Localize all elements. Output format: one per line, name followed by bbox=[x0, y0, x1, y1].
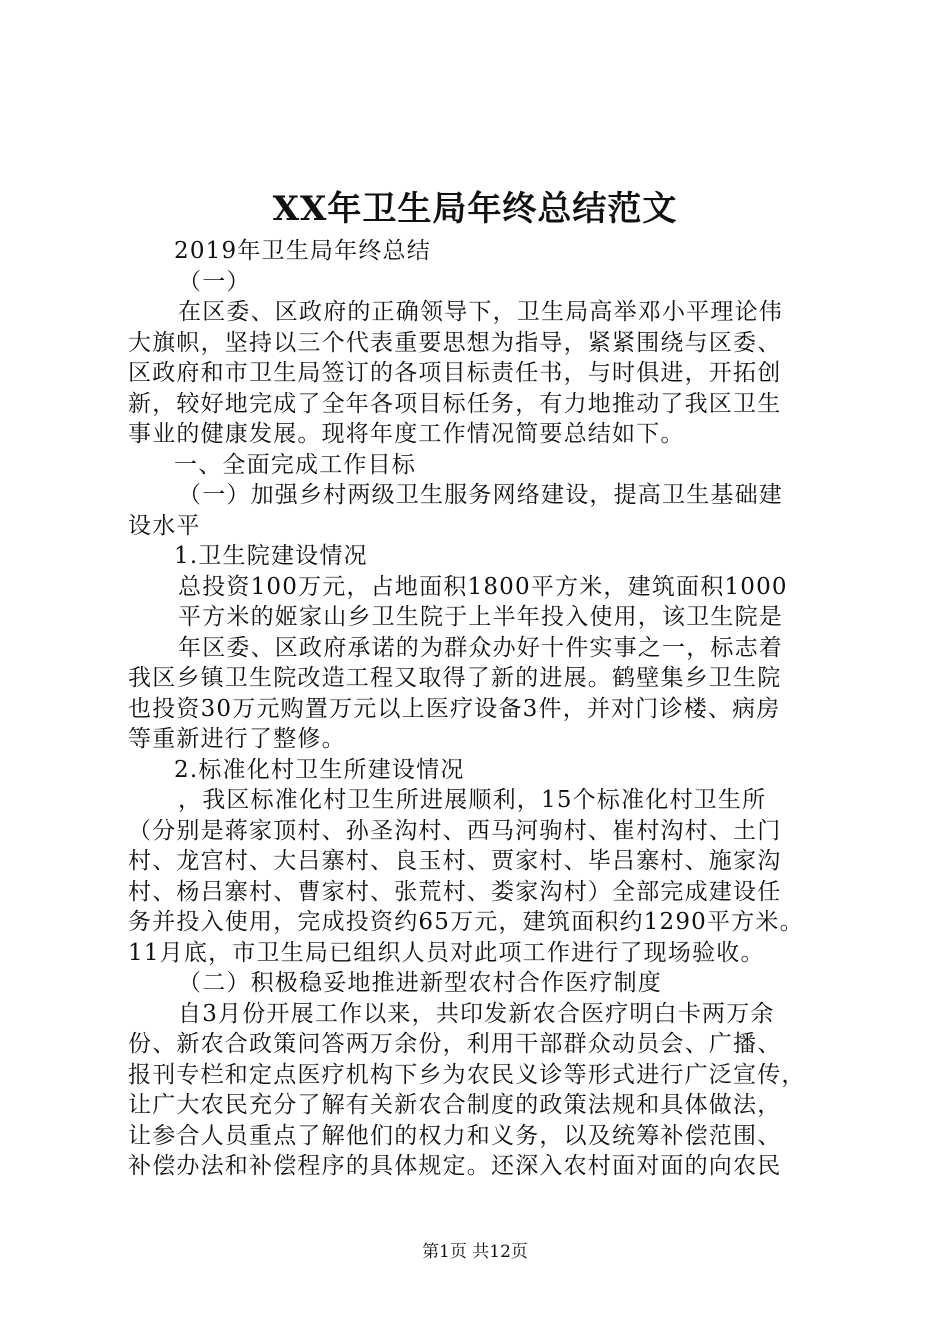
body-line: 总投资100万元，占地面积1800平方米，建筑面积1000 bbox=[178, 573, 788, 600]
body-line: 在区委、区政府的正确领导下，卫生局高举邓小平理论伟 bbox=[178, 299, 783, 325]
document-body bbox=[128, 236, 838, 1182]
body-line: 让参合人员重点了解他们的权力和义务，以及统筹补偿范围、 bbox=[128, 1122, 782, 1149]
body-line: 一、全面完成工作目标 bbox=[174, 451, 416, 478]
body-line: 等重新进行了整修。 bbox=[128, 726, 346, 752]
body-line: 大旗帜，坚持以三个代表重要思想为指导，紧紧围绕与区委、 bbox=[128, 329, 782, 356]
body-line: 设水平 bbox=[128, 512, 201, 539]
body-line: 1.卫生院建设情况 bbox=[174, 543, 368, 569]
body-line: 补偿办法和补偿程序的具体规定。还深入农村面对面的向农民 bbox=[128, 1153, 782, 1179]
body-line: （二）积极稳妥地推进新型农村合作医疗制度 bbox=[178, 970, 662, 996]
body-line: 村、龙宫村、大吕寨村、良玉村、贾家村、毕吕寨村、施家沟 bbox=[128, 848, 782, 874]
body-line: ，我区标准化村卫生所进展顺利，15个标准化村卫生所 bbox=[178, 787, 767, 813]
page-footer: 第1页 共12页 bbox=[422, 1242, 528, 1262]
body-line: 村、杨吕寨村、曹家村、张荒村、娄家沟村）全部完成建设任 bbox=[128, 878, 782, 905]
body-line: 也投资30万元购置万元以上医疗设备3件，并对门诊楼、病房 bbox=[128, 695, 781, 722]
body-line: 让广大农民充分了解有关新农合制度的政策法规和具体做法， bbox=[128, 1092, 782, 1118]
body-line: 2019年卫生局年终总结 bbox=[174, 238, 431, 264]
body-line: 平方米的姬家山乡卫生院于上半年投入使用，该卫生院是 bbox=[178, 604, 783, 630]
body-line: 自3月份开展工作以来，共印发新农合医疗明白卡两万余 bbox=[178, 1000, 775, 1027]
body-line: （分别是蒋家顶村、孙圣沟村、西马河驹村、崔村沟村、土门 bbox=[128, 817, 782, 844]
body-line: 新，较好地完成了全年各项目标任务，有力地推动了我区卫生 bbox=[128, 390, 782, 417]
body-line: 年区委、区政府承诺的为群众办好十件实事之一，标志着 bbox=[178, 634, 783, 661]
body-line: 务并投入使用，完成投资约65万元，建筑面积约1290平方米。 bbox=[128, 909, 804, 935]
document-title: XX年卫生局年终总结范文 bbox=[272, 189, 678, 229]
body-line: 区政府和市卫生局签订的各项目标责任书，与时俱进，开拓创 bbox=[128, 360, 782, 386]
body-line: 2.标准化村卫生所建设情况 bbox=[174, 756, 465, 783]
body-line: （一）加强乡村两级卫生服务网络建设，提高卫生基础建 bbox=[178, 482, 783, 508]
body-line: 报刊专栏和定点医疗机构下乡为农民义诊等形式进行广泛宣传， bbox=[128, 1061, 806, 1088]
body-line: 份、新农合政策问答两万余份，利用干部群众动员会、广播、 bbox=[128, 1031, 782, 1057]
body-line: （一） bbox=[178, 268, 251, 295]
body-line: 11月底，市卫生局已组织人员对此项工作进行了现场验收。 bbox=[128, 939, 765, 966]
body-line: 事业的健康发展。现将年度工作情况简要总结如下。 bbox=[128, 421, 685, 447]
body-line: 我区乡镇卫生院改造工程又取得了新的进展。鹤壁集乡卫生院 bbox=[128, 665, 782, 691]
